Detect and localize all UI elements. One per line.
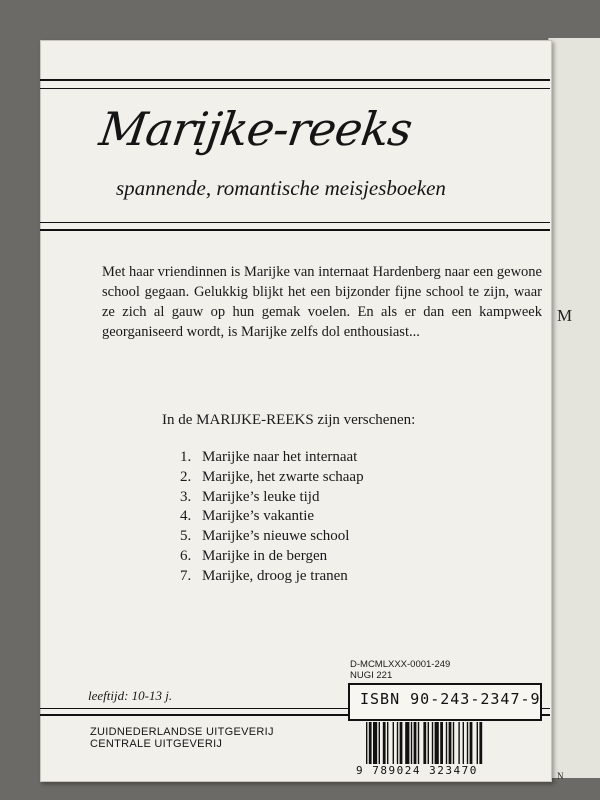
list-item: 3. Marijke’s leuke tijd xyxy=(180,488,320,505)
spine-letter: M xyxy=(557,306,573,325)
book-list-heading: In de MARIJKE-REEKS zijn verschenen: xyxy=(162,412,416,428)
age-range: leeftijd: 10-13 j. xyxy=(88,688,173,703)
top-rule xyxy=(40,79,550,81)
deposit-code: D-MCMLXXX-0001-249 xyxy=(350,659,451,670)
book-list xyxy=(180,448,364,587)
publisher xyxy=(90,726,274,750)
blurb-text: Met haar vriendinnen is Marijke van internaat Hardenberg naar een gewone school gegaan. Gelukkig blijkt het een bijzonder fijne school te zijn, waar ze zich al gauw op hun gemak voelen. En als er dan een kampweek georganiseerd wordt, is Marijke zelfs dol enthousiast... xyxy=(102,264,542,340)
list-item: 1. Marijke naar het internaat xyxy=(180,449,358,465)
barcode-icon xyxy=(366,722,538,764)
spine-letter-bottom: N xyxy=(557,771,564,781)
nugi-code: NUGI 221 xyxy=(350,670,393,681)
catalog-codes xyxy=(350,659,450,681)
top-rule-thin xyxy=(40,88,550,89)
list-item: 6. Marijke in de bergen xyxy=(180,547,328,564)
barcode-digits: 9 789024 323470 xyxy=(356,764,478,777)
list-item: 5. Marijke’s nieuwe school xyxy=(180,528,350,545)
book-spine xyxy=(548,38,600,781)
publisher-line-1: ZUIDNEDERLANDSE UITGEVERIJ xyxy=(90,726,274,738)
list-item: 7. Marijke, droog je tranen xyxy=(180,567,348,584)
isbn-number: ISBN 90-243-2347-9 xyxy=(360,690,541,708)
list-item: 2. Marijke, het zwarte schaap xyxy=(180,468,364,485)
list-item: 4. Marijke’s vakantie xyxy=(180,508,315,525)
middle-rule xyxy=(40,229,550,231)
series-subtitle: spannende, romantische meisjesboeken xyxy=(116,176,446,200)
series-title: Marijke-reeks xyxy=(96,102,415,156)
publisher-line-2: CENTRALE UITGEVERIJ xyxy=(90,738,223,750)
middle-rule-thin xyxy=(40,222,550,223)
